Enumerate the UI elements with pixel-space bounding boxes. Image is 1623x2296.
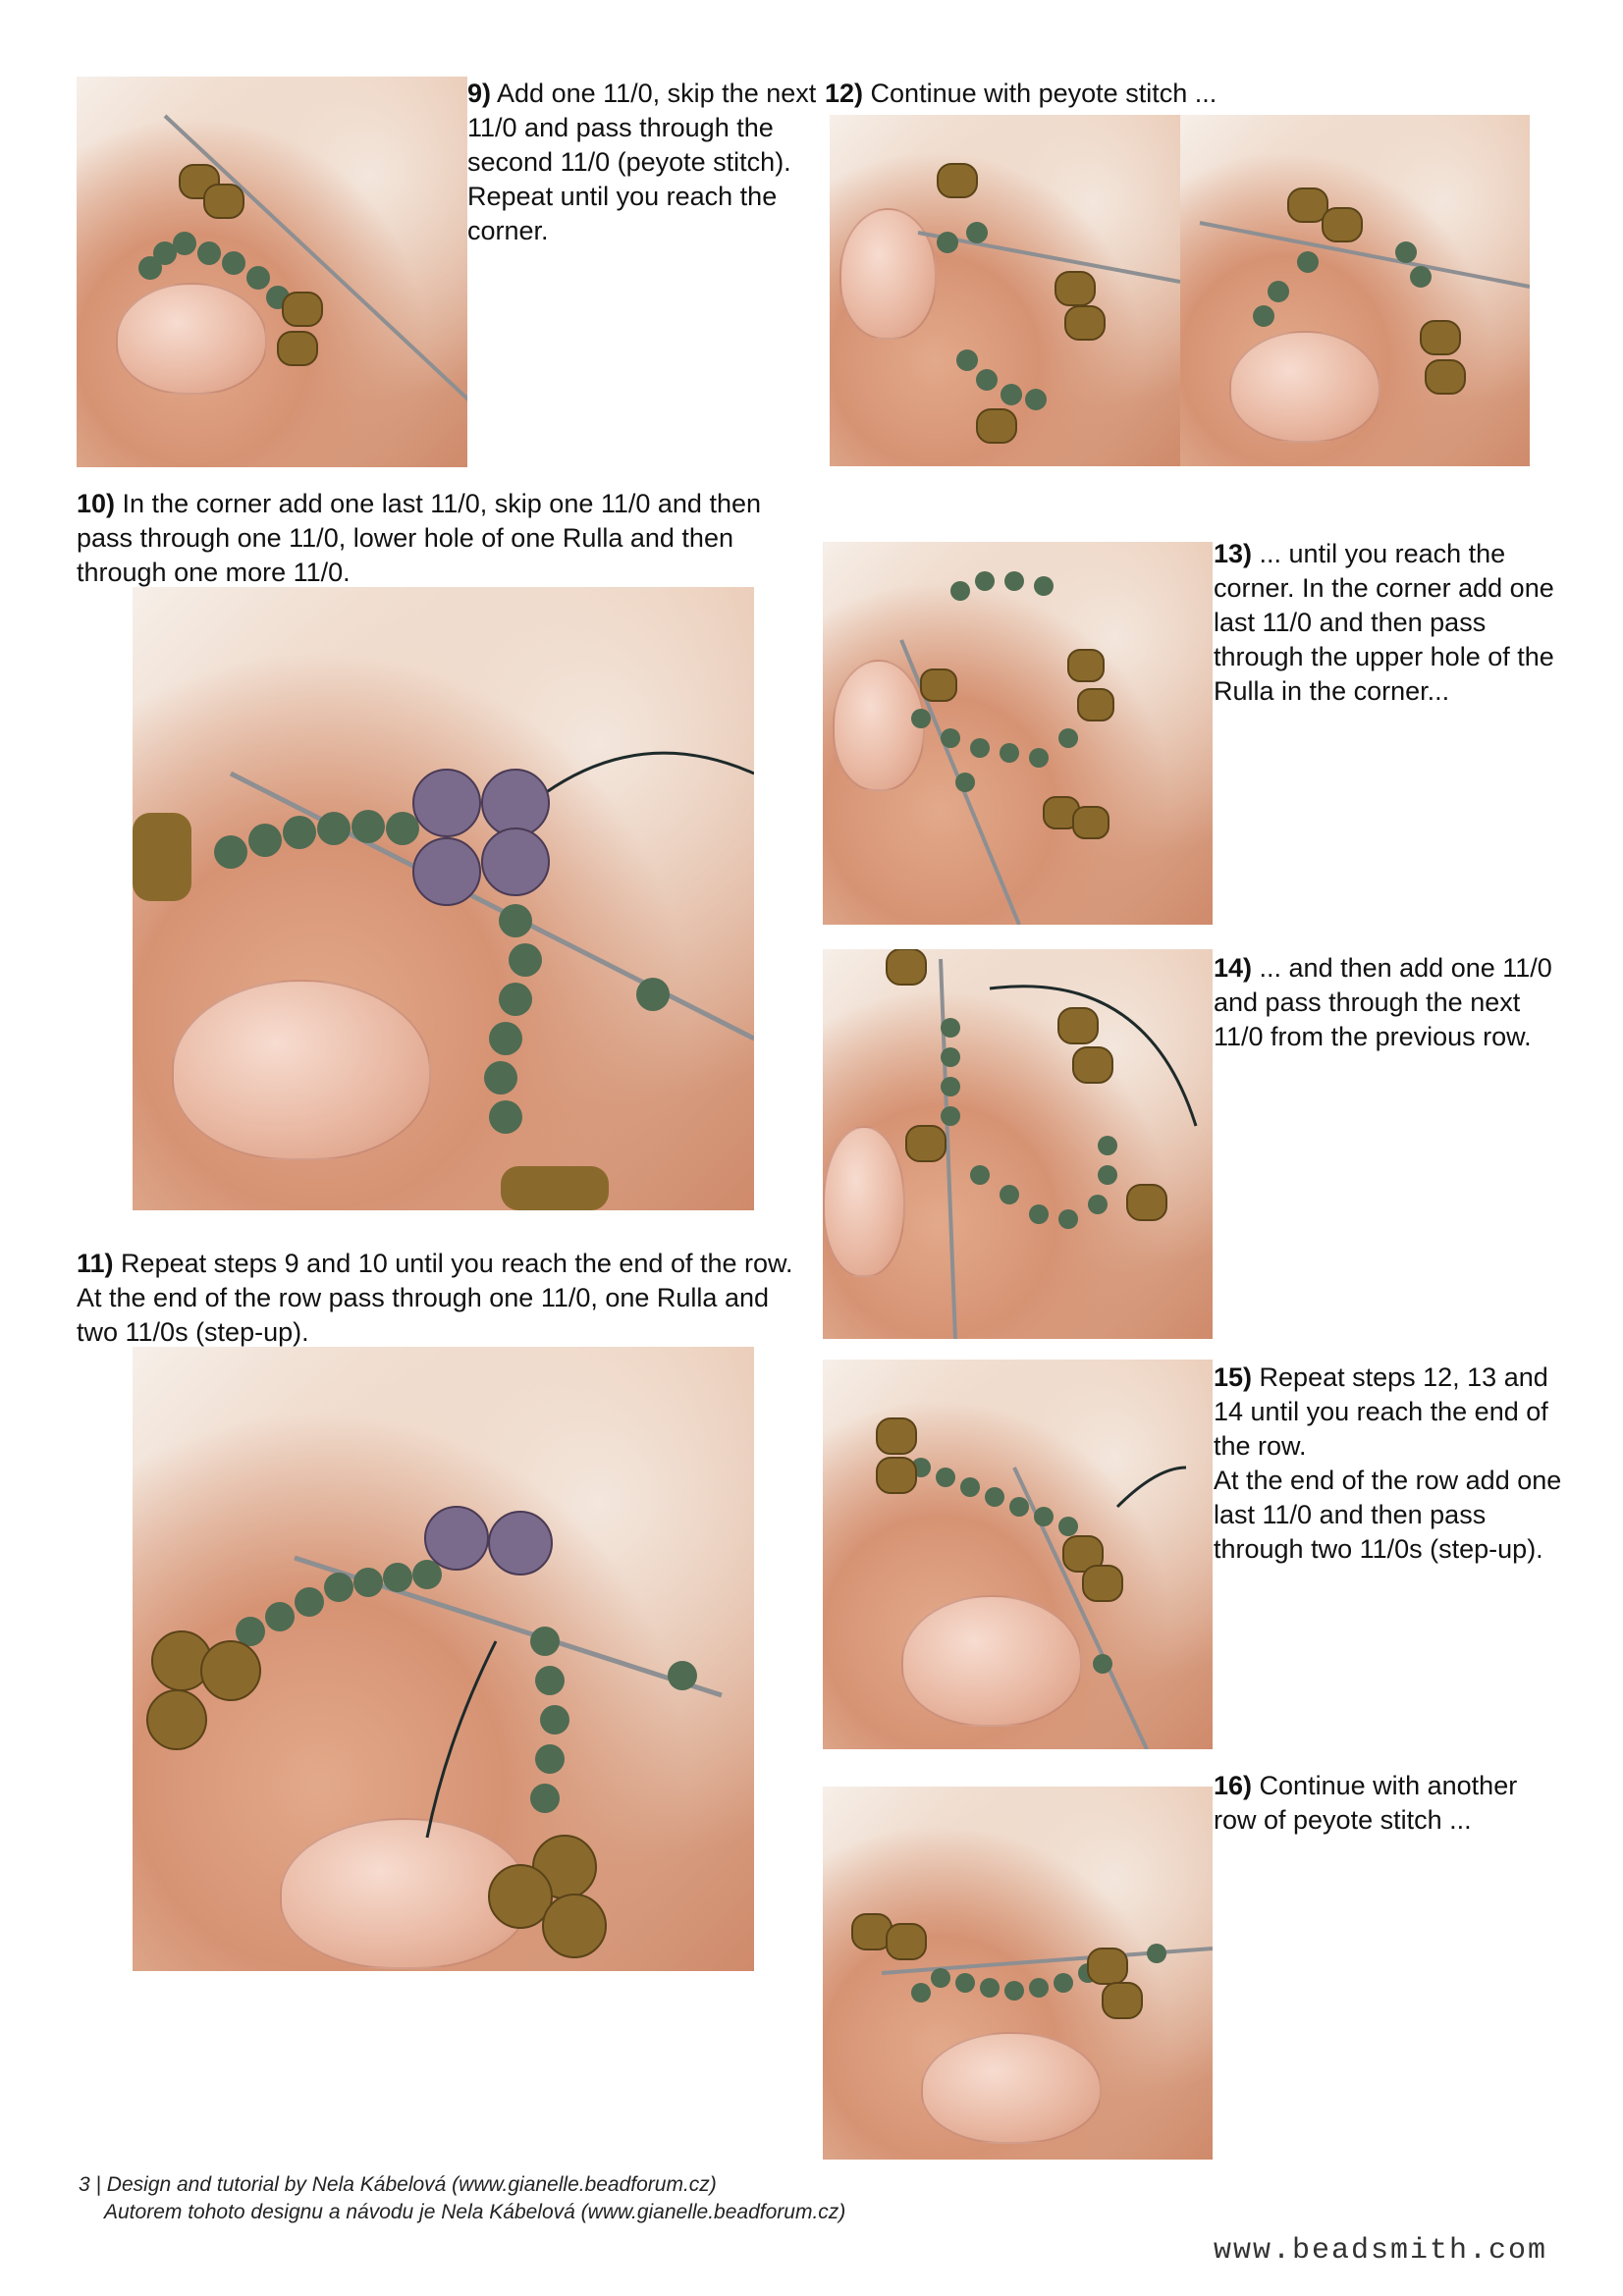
step-14-text: 14) ... and then add one 11/0 and pass through the next 11/0 from the previous row. xyxy=(1214,953,1552,1051)
beadwork-illustration xyxy=(823,1360,1213,1749)
step-10-photo xyxy=(133,587,754,1210)
footer-credit-cz: Autorem tohoto designu a návodu je Nela Kábelová (www.gianelle.beadforum.cz) xyxy=(104,2201,846,2223)
step-15-text: 15) Repeat steps 12, 13 and 14 until you reach the end of the row. At the end of the row add one last 11/0 and then pass through two 11/0s (step-up). xyxy=(1214,1362,1562,1564)
step-12-text: 12) Continue with peyote stitch ... xyxy=(825,79,1217,108)
beadwork-illustration xyxy=(133,587,754,1210)
beadwork-illustration xyxy=(77,77,467,467)
beadwork-illustration xyxy=(823,542,1213,925)
footer-credit-en: 3 | Design and tutorial by Nela Kábelová (www.gianelle.beadforum.cz) xyxy=(79,2173,717,2196)
beadwork-illustration xyxy=(830,115,1180,466)
step-13-text: 13) ... until you reach the corner. In the corner add one last 11/0 and then pass through the upper hole of the Rulla in the corner... xyxy=(1214,539,1554,706)
step-9-photo xyxy=(77,77,467,467)
step-13-photo xyxy=(823,542,1213,925)
brand-url: www.beadsmith.com xyxy=(1214,2234,1548,2268)
step-12-photo-right xyxy=(1180,115,1530,466)
beadwork-illustration xyxy=(133,1347,754,1971)
step-10-text: 10) In the corner add one last 11/0, skip one 11/0 and then pass through one 11/0, lower hole of one Rulla and then through one more 11/0. xyxy=(77,489,761,587)
beadwork-illustration xyxy=(823,1787,1213,2160)
step-11-photo xyxy=(133,1347,754,1971)
beadwork-illustration xyxy=(823,949,1213,1339)
step-16-text: 16) Continue with another row of peyote stitch ... xyxy=(1214,1771,1518,1835)
step-11-text: 11) Repeat steps 9 and 10 until you reach the end of the row. At the end of the row pass through one 11/0, one Rulla and two 11/0s (step-up). xyxy=(77,1249,793,1347)
step-12-photo-left xyxy=(830,115,1180,466)
step-14-photo xyxy=(823,949,1213,1339)
step-15-photo xyxy=(823,1360,1213,1749)
step-9-text: 9) Add one 11/0, skip the next 11/0 and pass through the second 11/0 (peyote stitch). Repeat until you reach the corner. xyxy=(467,79,817,245)
step-16-photo xyxy=(823,1787,1213,2160)
beadwork-illustration xyxy=(1180,115,1530,466)
